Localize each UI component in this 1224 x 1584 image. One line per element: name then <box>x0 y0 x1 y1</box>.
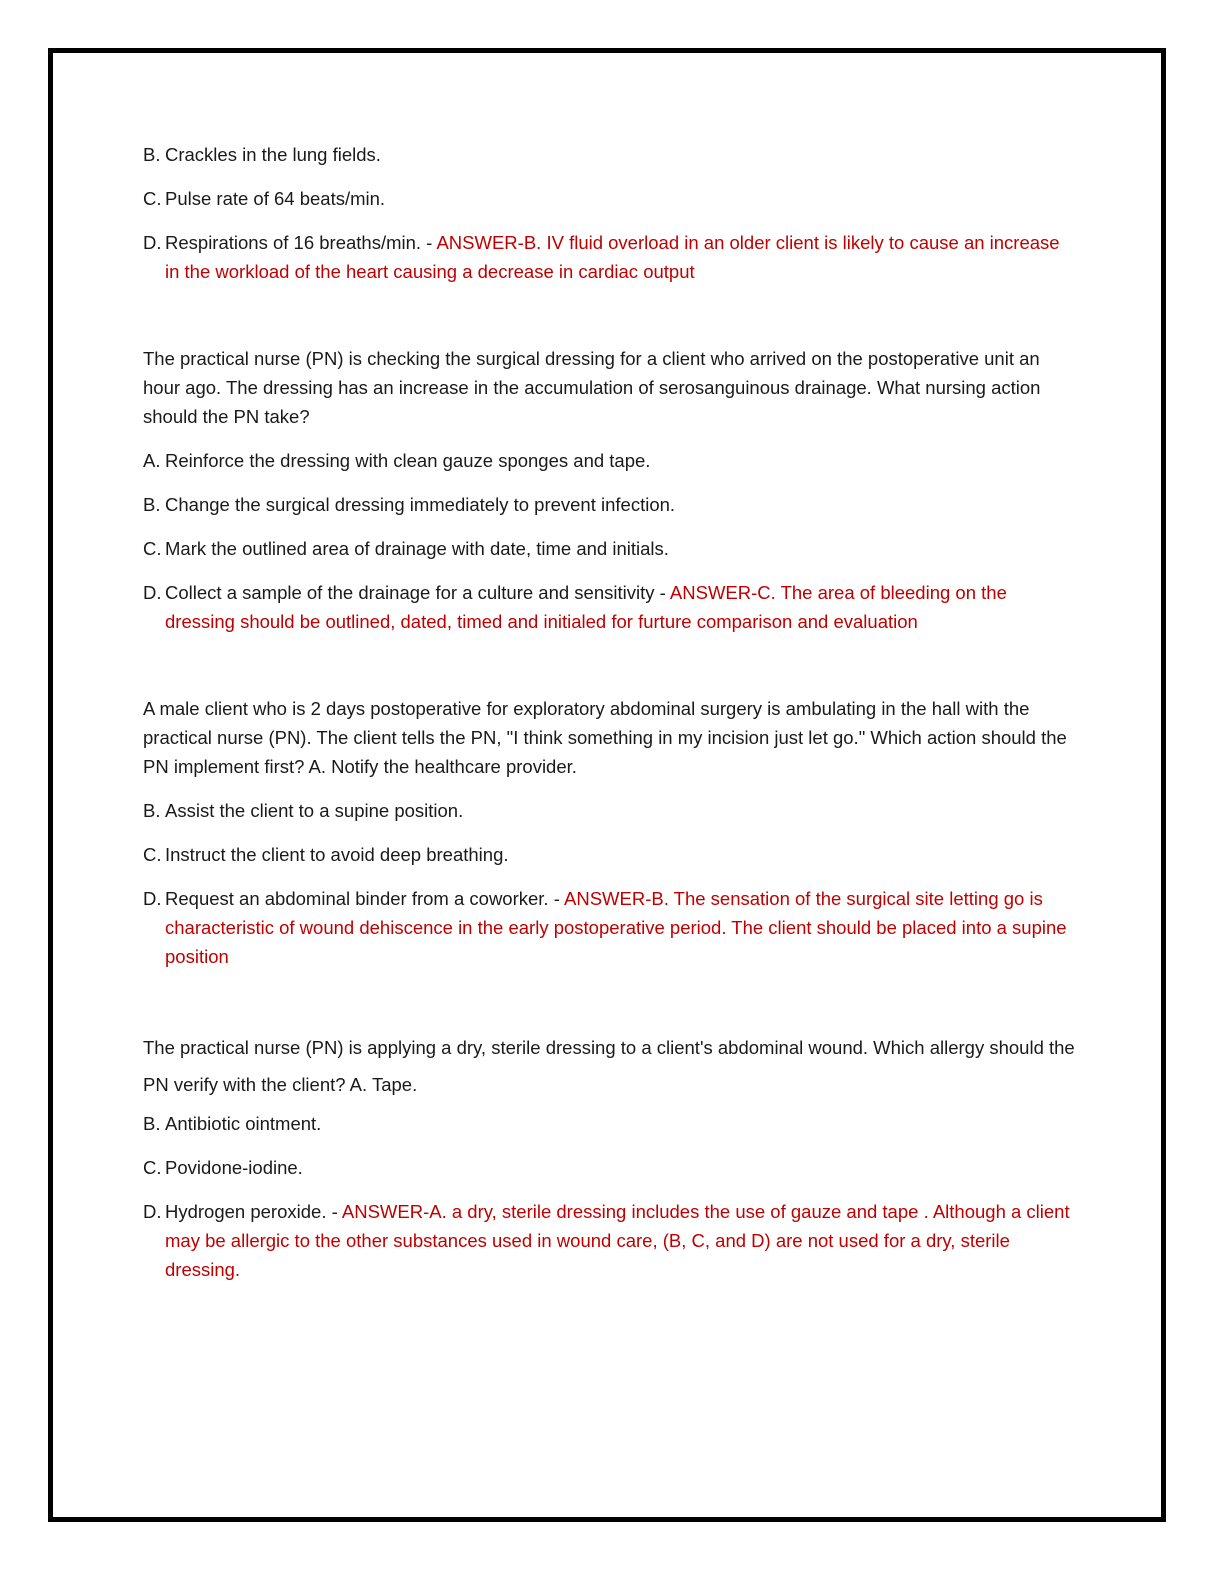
option-text: Collect a sample of the drainage for a culture and sensitivity - <box>165 582 670 603</box>
spacer <box>143 651 1078 694</box>
option-letter: D. <box>143 232 162 253</box>
question-4-text: The practical nurse (PN) is applying a dry, sterile dressing to a client's abdominal wound. Which allergy should the PN verify with the client? A. Tape. <box>143 1037 1075 1095</box>
option-b <box>143 796 1078 825</box>
option-text: Assist the client to a supine position. <box>165 800 464 821</box>
option-letter: B. <box>143 1113 161 1134</box>
option-b <box>143 140 1078 169</box>
option-d <box>143 1197 1078 1284</box>
option-letter: C. <box>143 1157 162 1178</box>
option-b <box>143 490 1078 519</box>
option-text-with-answer <box>165 228 1078 286</box>
option-text: Change the surgical dressing immediately to prevent infection. <box>165 494 676 515</box>
option-b <box>143 1109 1078 1138</box>
option-a <box>143 446 1078 475</box>
option-c <box>143 840 1078 869</box>
option-letter: B. <box>143 494 161 515</box>
option-c <box>143 1153 1078 1182</box>
option-letter: C. <box>143 844 162 865</box>
answer-text: ANSWER-B. The sensation of the surgical site letting go is characteristic of wound dehiscence in the early postoperative period. The client should be placed into a supine position <box>165 888 1067 967</box>
option-letter: C. <box>143 538 162 559</box>
option-letter: B. <box>143 800 161 821</box>
option-c <box>143 534 1078 563</box>
option-text: Crackles in the lung fields. <box>165 144 381 165</box>
option-text: Pulse rate of 64 beats/min. <box>165 188 386 209</box>
question-1-options <box>143 140 1078 286</box>
answer-text: ANSWER-B. IV fluid overload in an older client is likely to cause an increase in the workload of the heart causing a decrease in cardiac output <box>165 232 1060 282</box>
option-letter: C. <box>143 188 162 209</box>
option-letter: D. <box>143 1201 162 1222</box>
option-text: Instruct the client to avoid deep breathing. <box>165 844 509 865</box>
answer-text: ANSWER-A. a dry, sterile dressing includes the use of gauze and tape . Although a client may be allergic to the other substances used in wound care, (B, C, and D) are not used for a dry, sterile dressing. <box>165 1201 1070 1280</box>
question-4-options <box>143 1109 1078 1284</box>
option-letter: B. <box>143 144 161 165</box>
option-text: Request an abdominal binder from a coworker. - <box>165 888 564 909</box>
question-2-options <box>143 446 1078 636</box>
option-letter: D. <box>143 582 162 603</box>
option-text: Povidone-iodine. <box>165 1157 303 1178</box>
document-content <box>143 140 1078 1299</box>
option-text: Reinforce the dressing with clean gauze sponges and tape. <box>165 450 651 471</box>
option-letter: D. <box>143 888 162 909</box>
spacer <box>143 986 1078 1029</box>
option-text: Hydrogen peroxide. - <box>165 1201 342 1222</box>
question-3-text: A male client who is 2 days postoperative for exploratory abdominal surgery is ambulating in the hall with the practical nurse (PN). The client tells the PN, "I think something in my incision just let go." Which action should the PN implement first? A. Notify the healthcare provider. <box>143 698 1067 777</box>
spacer <box>143 301 1078 344</box>
answer-text: ANSWER-C. The area of bleeding on the dressing should be outlined, dated, timed and initialed for furture comparison and evaluation <box>165 582 1007 632</box>
question-3-options <box>143 796 1078 971</box>
option-letter: A. <box>143 450 161 471</box>
option-text: Antibiotic ointment. <box>165 1113 322 1134</box>
option-text-with-answer <box>165 1197 1078 1284</box>
option-text: Respirations of 16 breaths/min. - <box>165 232 437 253</box>
question-2-text: The practical nurse (PN) is checking the surgical dressing for a client who arrived on the postoperative unit an hour ago. The dressing has an increase in the accumulation of serosanguinous drainage. What nursing action should the PN take? <box>143 348 1041 427</box>
option-text-with-answer <box>165 578 1078 636</box>
option-d <box>143 228 1078 286</box>
option-c <box>143 184 1078 213</box>
option-d <box>143 578 1078 636</box>
option-text-with-answer <box>165 884 1078 971</box>
option-text: Mark the outlined area of drainage with date, time and initials. <box>165 538 669 559</box>
option-d <box>143 884 1078 971</box>
